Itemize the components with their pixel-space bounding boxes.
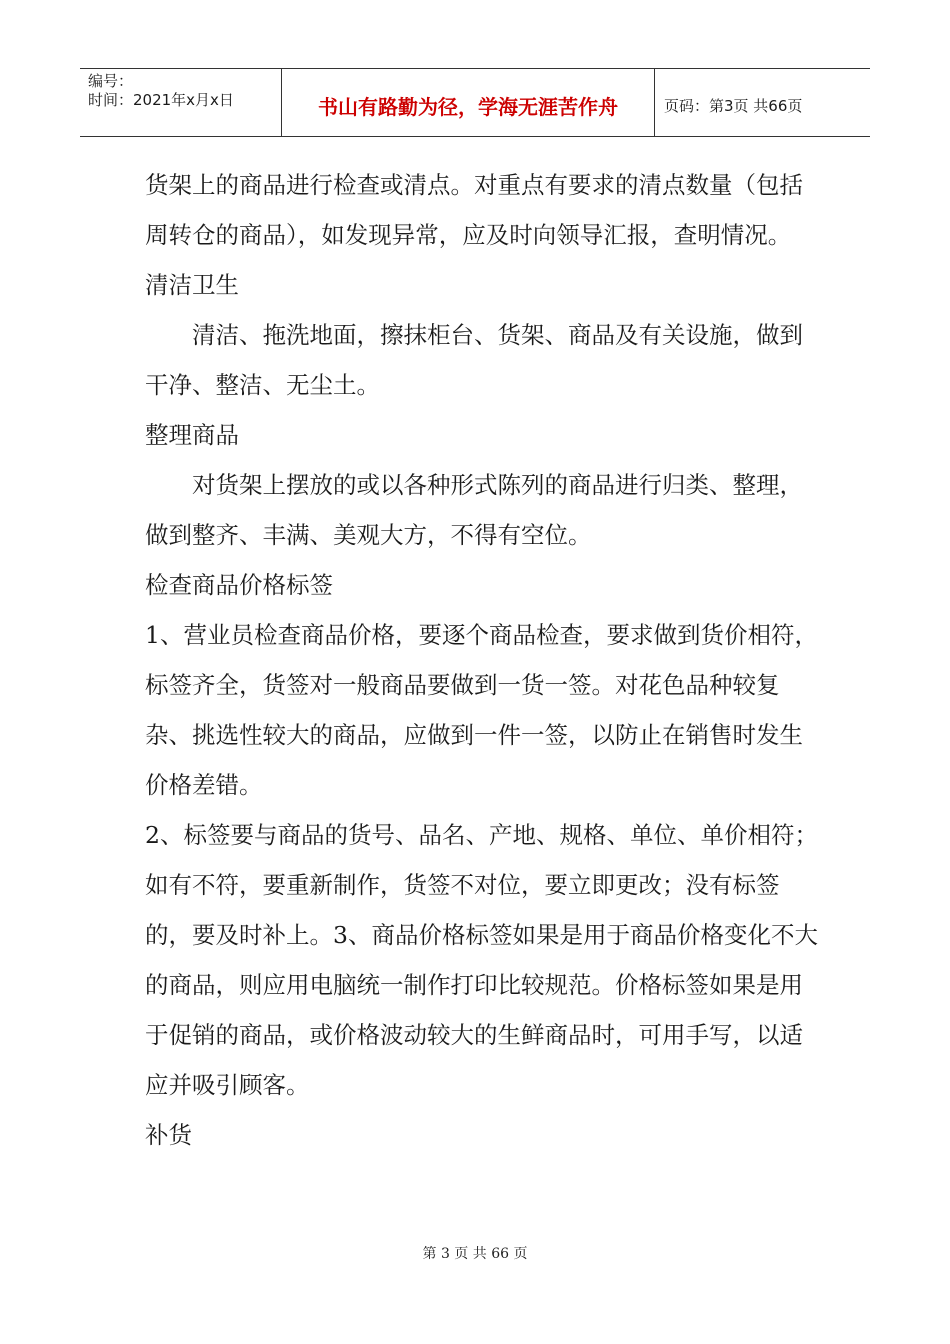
paragraph: 货架上的商品进行检查或清点。对重点有要求的清点数量（包括周转仓的商品），如发现异常，应及时向领导汇报，查明情况。: [145, 171, 803, 249]
paragraph: 1、营业员检查商品价格，要逐个商品检查，要求做到货价相符，标签齐全，货签对一般商品要做到一货一签。对花色品种较复杂、挑选性较大的商品，应做到一件一签，以防止在销售时发生价格差错。: [145, 621, 818, 799]
paragraph: 清洁、拖洗地面，擦抹柜台、货架、商品及有关设施，做到干净、整洁、无尘土。: [145, 321, 803, 399]
section-heading: 整理商品: [145, 421, 239, 449]
document-number-label: 编号：: [88, 72, 134, 90]
header-meta: [80, 69, 282, 136]
document-date: 时间：2021年x月x日: [88, 91, 234, 109]
page-footer: 第 3 页 共 66 页: [422, 1246, 528, 1262]
section-heading: 检查商品价格标签: [145, 571, 333, 599]
header-motto: 书山有路勤为径，学海无涯苦作舟: [282, 69, 655, 136]
header-page-info: 页码：第3页 共66页: [664, 97, 803, 115]
document-body: [145, 160, 825, 1160]
section-heading: 清洁卫生: [145, 271, 239, 299]
paragraph: 2、标签要与商品的货号、品名、产地、规格、单位、单价相符；如有不符，要重新制作，货签不对位，要立即更改；没有标签的，要及时补上。3、商品价格标签如果是用于商品价格变化不大的商品，则应用电脑统一制作打印比较规范。价格标签如果是用于促销的商品，或价格波动较大的生鲜商品时，可用手写，以适应并吸引顾客。: [145, 821, 818, 1099]
section-heading: 补货: [145, 1121, 192, 1149]
page-header: [80, 68, 870, 137]
paragraph: 对货架上摆放的或以各种形式陈列的商品进行归类、整理，做到整齐、丰满、美观大方，不得有空位。: [145, 471, 803, 549]
